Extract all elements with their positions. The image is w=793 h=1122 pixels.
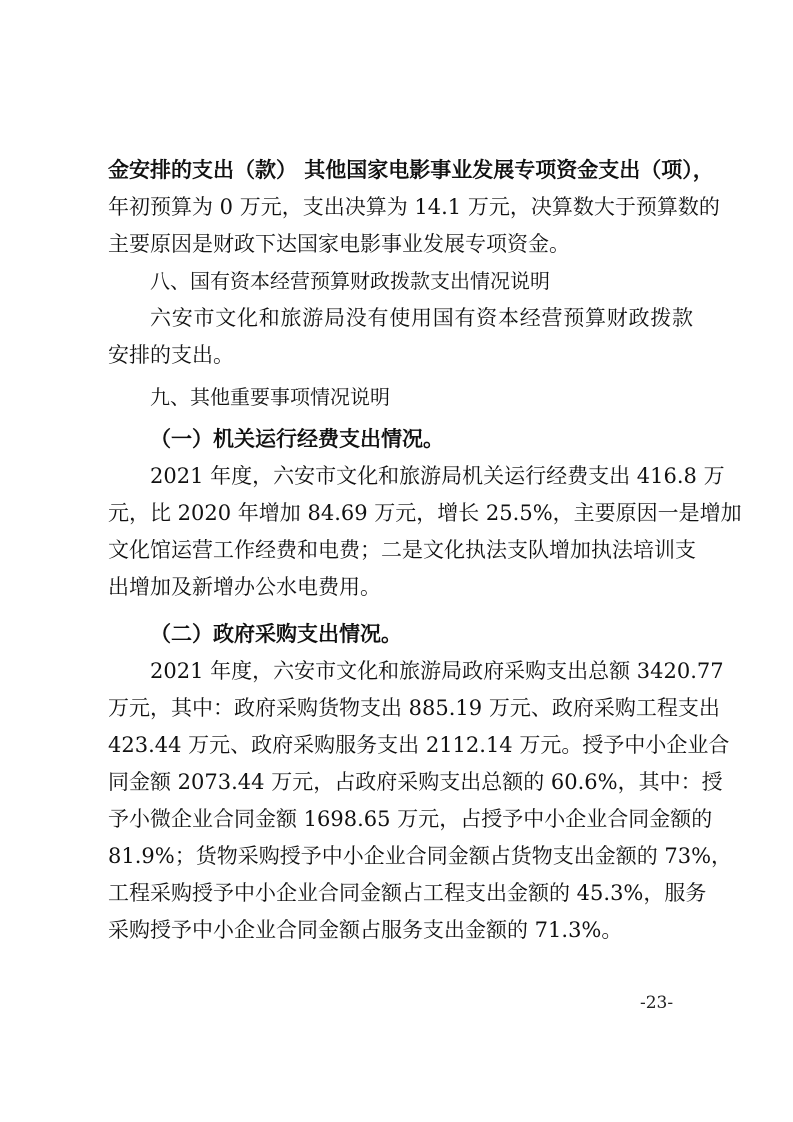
paragraph-line: 安排的支出。	[108, 343, 234, 367]
paragraph-line: 主要原因是财政下达国家电影事业发展专项资金。	[108, 232, 570, 256]
paragraph-line: 出增加及新增办公水电费用。	[108, 575, 381, 599]
paragraph-line: 六安市文化和旅游局没有使用国有资本经营预算财政拨款	[150, 306, 693, 330]
paragraph-line: 予小微企业合同金额 1698.65 万元，占授予中小企业合同金额的	[108, 807, 713, 831]
paragraph-line: 万元，其中：政府采购货物支出 885.19 万元、政府采购工程支出	[108, 696, 720, 720]
paragraph-line: 年初预算为 0 万元，支出决算为 14.1 万元，决算数大于预算数的	[108, 195, 720, 219]
paragraph-line: 2021 年度，六安市文化和旅游局政府采购支出总额 3420.77	[150, 659, 724, 683]
section-heading: 九、其他重要事项情况说明	[150, 385, 390, 409]
paragraph-line: 文化馆运营工作经费和电费；二是文化执法支队增加执法培训支	[108, 538, 696, 562]
paragraph-line: 81.9%；货物采购授予中小企业合同金额占货物支出金额的 73%，	[108, 844, 733, 868]
paragraph-line: 元，比 2020 年增加 84.69 万元，增长 25.5%，主要原因一是增加	[108, 501, 742, 525]
subsection-heading: （二）政府采购支出情况。	[150, 622, 402, 646]
paragraph-line: 同金额 2073.44 万元，占政府采购支出总额的 60.6%，其中：授	[108, 770, 723, 794]
paragraph-line: 工程采购授予中小企业合同金额占工程支出金额的 45.3%，服务	[108, 881, 707, 905]
paragraph-line: 423.44 万元、政府采购服务支出 2112.14 万元。授予中小企业合	[108, 733, 730, 757]
paragraph-line: 2021 年度，六安市文化和旅游局机关运行经费支出 416.8 万	[150, 464, 725, 488]
paragraph-line: 金安排的支出（款） 其他国家电影事业发展专项资金支出（项），	[108, 158, 714, 182]
section-heading: 八、国有资本经营预算财政拨款支出情况说明	[150, 269, 550, 293]
page-number: -23-	[640, 993, 674, 1013]
paragraph-line: 采购授予中小企业合同金额占服务支出金额的 71.3%。	[108, 918, 623, 942]
subsection-heading: （一）机关运行经费支出情况。	[150, 427, 444, 451]
